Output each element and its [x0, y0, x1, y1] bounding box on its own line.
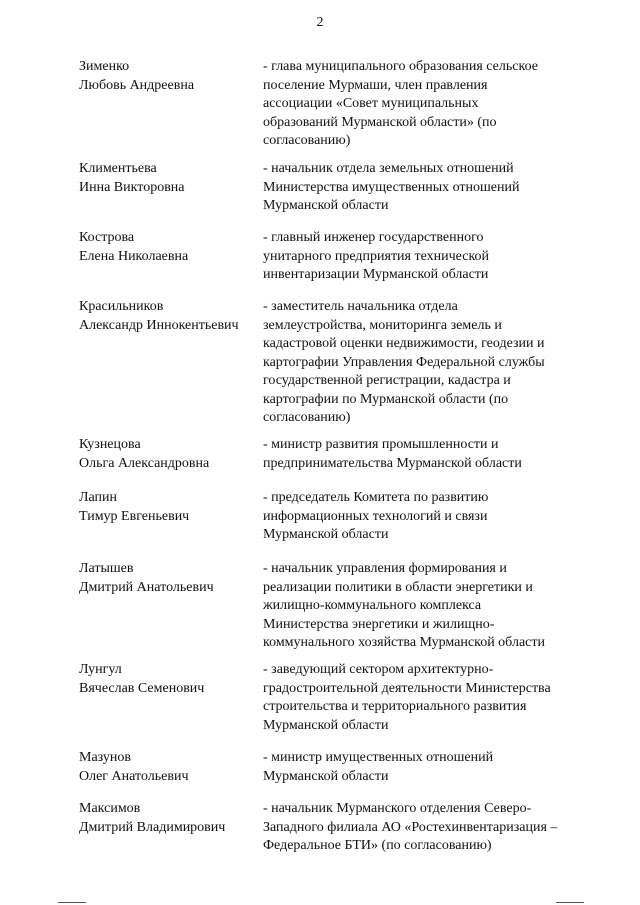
member-role: [263, 749, 583, 786]
member-role-line: - министр развития промышленности и: [263, 437, 499, 452]
member-given-names: Дмитрий Владимирович: [79, 819, 226, 835]
member-role-line: Федеральное БТИ» (по согласованию): [263, 838, 492, 853]
member-role-line: картографии по Мурманской области (по: [263, 391, 509, 407]
member-name: [79, 160, 259, 197]
member-role-line: Мурманской области: [263, 527, 389, 542]
member-role-line: землеустройства, мониторинга земель и: [263, 317, 502, 333]
member-role: [263, 800, 583, 856]
member-name: [79, 436, 259, 473]
footer-rule-right: [556, 902, 584, 903]
member-surname: Климентьева: [79, 161, 157, 176]
member-given-names: Елена Николаевна: [79, 248, 189, 264]
member-surname: Лунгул: [79, 662, 122, 677]
member-name: [79, 58, 259, 95]
member-role-line: жилищно-коммунального комплекса: [263, 598, 482, 613]
member-name: [79, 661, 259, 698]
member-role-line: картографии Управления Федеральной службы: [263, 354, 545, 370]
member-given-names: Вячеслав Семенович: [79, 680, 205, 696]
member-name: [79, 749, 259, 786]
member-name: [79, 560, 259, 597]
member-role-line: коммунального хозяйства Мурманской области: [263, 635, 545, 650]
member-role-line: - министр имущественных отношений: [263, 750, 494, 765]
member-role-line: Мурманской области: [263, 198, 389, 213]
member-role-line: градостроительной деятельности Министерства: [263, 680, 551, 696]
member-role: [263, 160, 583, 216]
member-role-line: образований Мурманской области» (по: [263, 114, 497, 130]
member-name: [79, 800, 259, 837]
member-role-line: государственной регистрации, кадастра и: [263, 373, 511, 388]
member-given-names: Тимур Евгеньевич: [79, 508, 190, 524]
member-role: [263, 560, 583, 653]
member-role-line: Мурманской области: [263, 768, 389, 784]
member-name: [79, 229, 259, 266]
footer-rule-left: [58, 902, 86, 903]
member-role-line: унитарного предприятия технической: [263, 248, 490, 264]
member-role-line: Мурманской области: [263, 717, 389, 733]
member-surname: Кострова: [79, 230, 135, 245]
member-role-line: - главный инженер государственного: [263, 230, 484, 245]
member-surname: Мазунов: [79, 750, 132, 765]
member-role-line: ассоциации «Совет муниципальных: [263, 96, 479, 111]
member-role: [263, 229, 583, 285]
member-given-names: Дмитрий Анатольевич: [79, 579, 214, 595]
member-role-line: информационных технологий и связи: [263, 508, 488, 524]
member-name: [79, 489, 259, 526]
member-surname: Латышев: [79, 561, 134, 576]
member-role-line: Министерства имущественных отношений: [263, 179, 520, 195]
member-name: [79, 298, 259, 335]
member-role-line: строительства и территориального развития: [263, 699, 527, 714]
member-role: [263, 489, 583, 545]
member-role: [263, 661, 583, 735]
member-role: [263, 436, 583, 473]
member-given-names: Олег Анатольевич: [79, 768, 189, 784]
member-given-names: Александр Иннокентьевич: [79, 317, 239, 333]
page-number: 2: [316, 15, 324, 30]
member-role-line: согласованию): [263, 133, 351, 148]
member-role-line: реализации политики в области энергетики и: [263, 579, 533, 595]
member-role-line: кадастровой оценки недвижимости, геодезии и: [263, 336, 545, 351]
member-role: [263, 58, 583, 151]
member-role-line: - председатель Комитета по развитию: [263, 490, 489, 505]
member-surname: Максимов: [79, 801, 141, 816]
member-role-line: - начальник управления формирования и: [263, 561, 507, 576]
member-given-names: Ольга Александровна: [79, 455, 210, 471]
member-role: [263, 298, 583, 428]
member-role-line: - заведующий сектором архитектурно-: [263, 662, 494, 677]
member-role-line: - заместитель начальника отдела: [263, 299, 458, 314]
member-surname: Зименко: [79, 59, 130, 74]
member-role-line: - начальник отдела земельных отношений: [263, 161, 514, 176]
member-role-line: - глава муниципального образования сельское: [263, 59, 538, 74]
member-role-line: Министерства энергетики и жилищно-: [263, 616, 495, 632]
member-given-names: Любовь Андреевна: [79, 77, 195, 93]
member-role-line: предпринимательства Мурманской области: [263, 455, 522, 471]
member-role-line: Западного филиала АО «Ростехинвентаризация –: [263, 819, 558, 835]
member-given-names: Инна Викторовна: [79, 179, 185, 195]
member-surname: Красильников: [79, 299, 164, 314]
member-surname: Лапин: [79, 490, 118, 505]
member-role-line: - начальник Мурманского отделения Северо-: [263, 801, 532, 816]
member-role-line: поселение Мурмаши, член правления: [263, 77, 488, 93]
member-role-line: инвентаризации Мурманской области: [263, 267, 489, 282]
member-surname: Кузнецова: [79, 437, 141, 452]
member-role-line: согласованию): [263, 410, 351, 425]
